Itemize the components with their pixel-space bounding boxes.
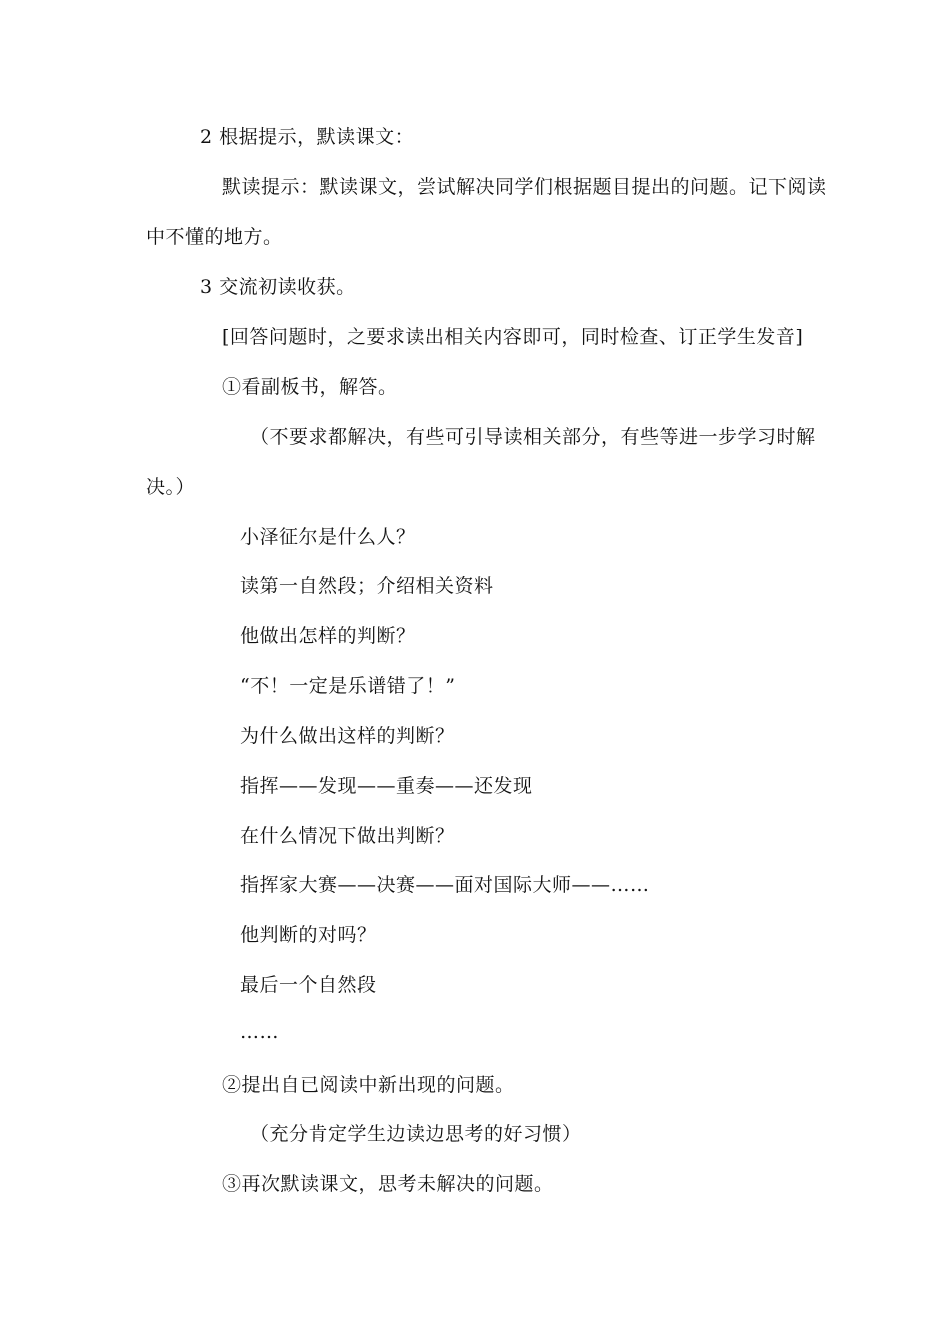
item-1-note-line-1: （不要求都解决，有些可引导读相关部分，有些等进一步学习时解 [250,426,816,448]
teaching-note: [回答问题时，之要求读出相关内容即可，同时检查、订正学生发音] [222,326,804,348]
question-4: 在什么情况下做出判断？ [240,825,455,847]
answer-2: “不！一定是乐谱错了！” [240,675,456,697]
step-2-heading: 2 根据提示，默读课文： [200,126,415,148]
reading-hint-line-2: 中不懂的地方。 [146,226,283,248]
item-1: ①看副板书，解答。 [222,376,398,398]
answer-4: 指挥家大赛——决赛——面对国际大师——…… [240,874,650,896]
reading-hint-line-1: 默读提示：默读课文，尝试解决同学们根据题目提出的问题。记下阅读 [222,176,827,198]
item-1-note-line-2: 决。） [146,476,196,498]
item-2: ②提出自已阅读中新出现的问题。 [222,1074,515,1096]
item-2-note: （充分肯定学生边读边思考的好习惯） [250,1123,582,1145]
ellipsis: …… [240,1021,279,1043]
answer-3: 指挥——发现——重奏——还发现 [240,775,533,797]
question-5: 他判断的对吗？ [240,924,377,946]
question-3: 为什么做出这样的判断？ [240,725,455,747]
answer-5: 最后一个自然段 [240,974,377,996]
step-3-heading: 3 交流初读收获。 [200,276,356,298]
question-1: 小泽征尔是什么人？ [240,526,416,548]
item-3: ③再次默读课文，思考未解决的问题。 [222,1173,554,1195]
answer-1: 读第一自然段；介绍相关资料 [240,575,494,597]
question-2: 他做出怎样的判断？ [240,625,416,647]
